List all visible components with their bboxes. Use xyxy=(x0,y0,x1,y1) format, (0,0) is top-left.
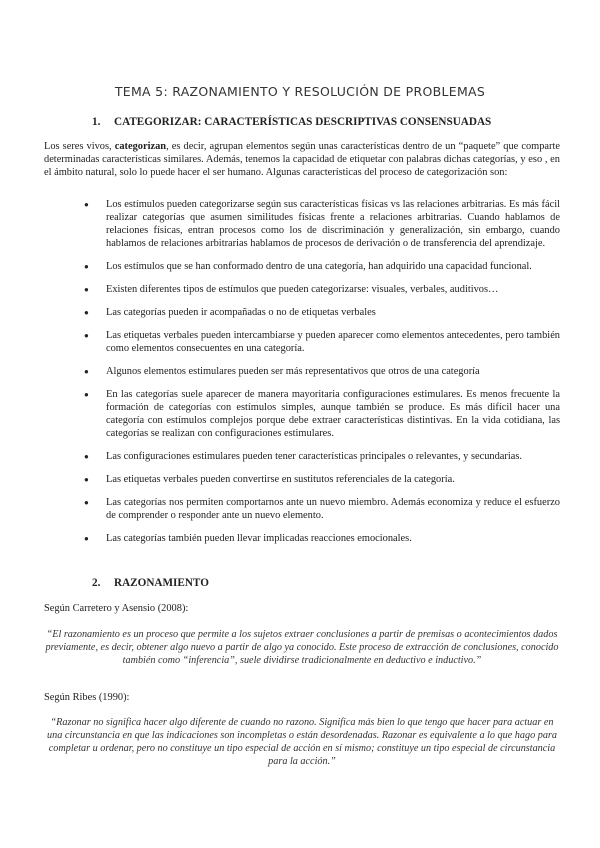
list-item: ● Las configuraciones estimulares pueden tener características principales o relevantes, y secundarias. xyxy=(84,450,560,463)
list-item: ● En las categorías suele aparecer de manera mayoritaria configuraciones estimulares. Es menos frecuente la formación de categorías con estímulos simples, aunque también se produce. Es más difícil hacer una categoría con estímulos complejos porque debe extraer características distintivas. En la vida cotidiana, las categorías se realizan con configuraciones estimulares. xyxy=(84,388,560,440)
list-item: ● Las etiquetas verbales pueden convertirse en sustitutos referenciales de la categoría. xyxy=(84,473,560,486)
list-item: ● Las categorías pueden ir acompañadas o no de etiquetas verbales xyxy=(84,306,560,319)
list-item: ● Los estímulos pueden categorizarse según sus características físicas vs las relaciones arbitrarias. Es más fácil realizar categorías que asumen similitudes físicas frente a relaciones arbitrarias. Cuando hablamos de relaciones físicas, entran procesos como los de discriminación y generalización, sin embargo, cuando hablamos de relaciones arbitrarias hablamos de procesos de derivación o de transferencia del aprendizaje. xyxy=(84,198,560,250)
quote-carretero: “El razonamiento es un proceso que permite a los sujetos extraer conclusiones a partir de premisas o acontecimientos dados previamente, es decir, obtener algo nuevo a partir de algo ya conocido. Este proceso de extracción de conclusiones, conocido también como “inferencia”, suele dividirse tradicionalmente en deductivo e inductivo.” xyxy=(45,629,559,666)
page-title: TEMA 5: RAZONAMIENTO Y RESOLUCIÓN DE PROBLEMAS xyxy=(114,84,486,99)
list-item: ● Las etiquetas verbales pueden intercambiarse y pueden aparecer como elementos antecedentes, pero también como elementos consecuentes en una categoría. xyxy=(84,329,560,355)
section-1-heading xyxy=(92,116,491,128)
section-1-title: CATEGORIZAR: CARACTERÍSTICAS DESCRIPTIVAS CONSENSUADAS xyxy=(114,116,492,128)
list-item: ● Algunos elementos estimulares pueden ser más representativos que otros de una categoría xyxy=(84,365,560,378)
categorization-bullet-list xyxy=(84,198,560,555)
source-ribes: Según Ribes (1990): xyxy=(44,692,130,703)
section-2-heading xyxy=(92,577,209,589)
section-2-number: 2. xyxy=(92,577,101,589)
quote-ribes: “Razonar no significa hacer algo diferente de cuando no razono. Significa más bien lo que tengo que hacer para actuar en una circunstancia en que las indicaciones son incompletas o están desordenadas. Razonar es equivalente a lo que hago para completar u ordenar, pero no constituye un tipo especial de acción en sí mismo; constituye un tipo especial de circunstancia para la acción.” xyxy=(47,717,557,767)
list-item: ● Existen diferentes tipos de estímulos que pueden categorizarse: visuales, verbales, auditivos… xyxy=(84,283,560,296)
section-2-title: RAZONAMIENTO xyxy=(114,577,209,589)
intro-text-end: , es decir, agrupan elementos según unas características dentro de un “paquete” que comparte determinadas características similares. Además, tenemos la capacidad de etiquetar con palabras dichas categorías, y eso , en el ámbito natural, solo lo puede hacer el ser humano. Algunas características del proceso de categorización son: xyxy=(44,141,560,178)
list-item: ● Las categorías nos permiten comportarnos ante un nuevo miembro. Además economiza y reduce el esfuerzo de comprender o responder ante un nuevo elemento. xyxy=(84,496,560,522)
intro-text-start: Los seres vivos, xyxy=(44,141,115,152)
intro-bold-term: categorizan xyxy=(114,141,167,152)
section-1-number: 1. xyxy=(92,116,101,128)
list-item: ● Las categorías también pueden llevar implicadas reacciones emocionales. xyxy=(84,532,560,545)
section-1-intro xyxy=(44,140,560,179)
list-item: ● Los estímulos que se han conformado dentro de una categoría, han adquirido una capacidad funcional. xyxy=(84,260,560,273)
source-carretero: Según Carretero y Asensio (2008): xyxy=(44,603,189,614)
